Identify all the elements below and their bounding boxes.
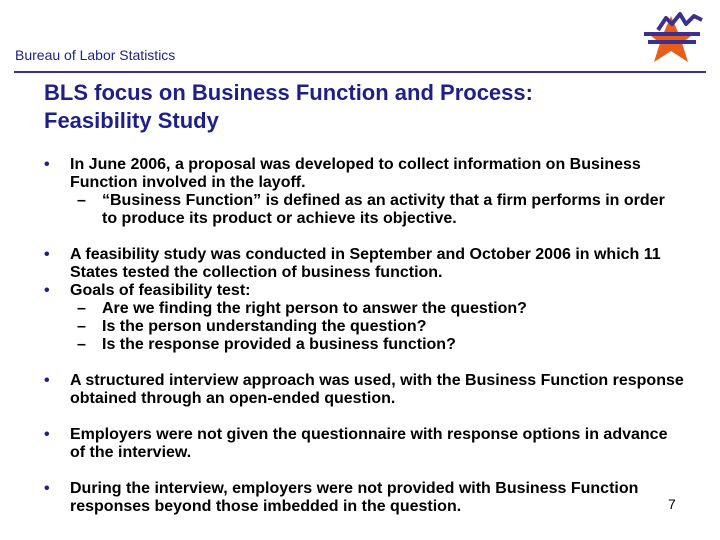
sub-bullet-text: Is the response provided a business function?	[102, 336, 456, 353]
bullet-text: Goals of feasibility test:	[70, 282, 251, 299]
bullet-list	[44, 156, 684, 516]
dash-mark-icon: –	[77, 336, 86, 353]
bullet-item	[44, 282, 684, 300]
sub-bullet-item	[44, 300, 684, 318]
dash-mark-icon: –	[77, 300, 86, 317]
bullet-item	[44, 246, 684, 282]
bullet-item	[44, 372, 684, 408]
bullet-text: A feasibility study was conducted in September and October 2006 in which 11 States tested the collection of business function.	[70, 246, 661, 281]
sub-bullet-item	[44, 336, 684, 354]
bullet-mark-icon: •	[44, 372, 50, 389]
dash-mark-icon: –	[77, 318, 86, 335]
bullet-mark-icon: •	[44, 246, 50, 263]
bullet-mark-icon: •	[44, 156, 50, 173]
slide-title	[44, 79, 684, 135]
sub-bullet-item	[44, 192, 684, 228]
sub-bullet-text: Is the person understanding the question?	[102, 318, 427, 335]
bullet-text: A structured interview approach was used, with the Business Function response obtained through an open-ended question.	[70, 372, 684, 407]
sub-bullet-item	[44, 318, 684, 336]
slide-title-line2: Feasibility Study	[44, 108, 219, 133]
bullet-item	[44, 426, 684, 462]
sub-bullet-text: Are we finding the right person to answer the question?	[102, 300, 527, 317]
page-number: 7	[668, 496, 676, 512]
bullet-item	[44, 156, 684, 192]
bullet-mark-icon: •	[44, 282, 50, 299]
bullet-mark-icon: •	[44, 480, 50, 497]
dash-mark-icon: –	[77, 192, 86, 209]
bullet-item	[44, 480, 684, 516]
bullet-text: In June 2006, a proposal was developed to collect information on Business Function involved in the layoff.	[70, 156, 641, 191]
bls-star-logo-icon	[638, 10, 708, 70]
header-divider	[14, 71, 706, 73]
bullet-text: During the interview, employers were not provided with Business Function responses beyond those imbedded in the question.	[70, 480, 639, 515]
slide-title-line1: BLS focus on Business Function and Process:	[44, 80, 533, 105]
header-organization: Bureau of Labor Statistics	[15, 47, 176, 63]
bullet-text: Employers were not given the questionnaire with response options in advance of the interview.	[70, 426, 668, 461]
bullet-mark-icon: •	[44, 426, 50, 443]
sub-bullet-text: “Business Function” is defined as an activity that a firm performs in order to produce its product or achieve its objective.	[102, 192, 665, 227]
